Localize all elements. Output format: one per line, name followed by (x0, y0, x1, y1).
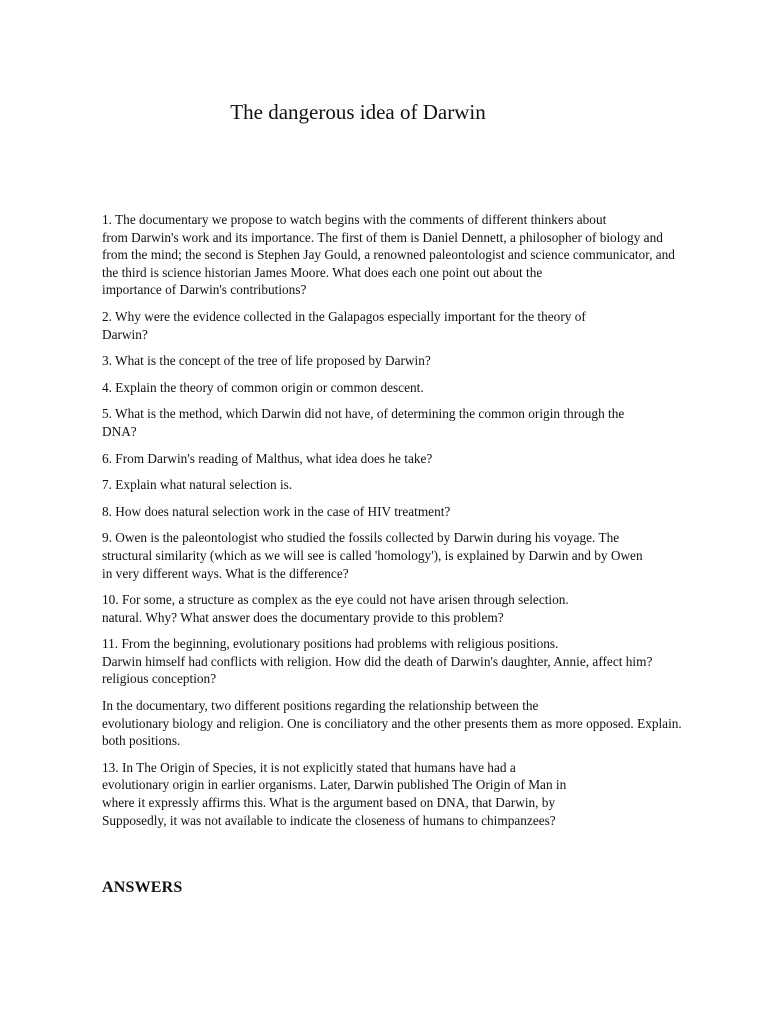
question-item (102, 635, 742, 688)
question-item (102, 352, 742, 370)
question-item (102, 450, 742, 468)
question-item (102, 211, 742, 299)
question-line: In the documentary, two different positions regarding the relationship between the (102, 698, 539, 714)
question-item (102, 405, 742, 440)
question-line: evolutionary origin in earlier organisms. Later, Darwin published The Origin of Man in (102, 777, 567, 793)
question-line: 6. From Darwin's reading of Malthus, what idea does he take? (102, 450, 433, 466)
answers-heading: ANSWERS (102, 879, 183, 896)
question-line: Darwin? (102, 326, 148, 342)
question-line: Darwin himself had conflicts with religion. How did the death of Darwin's daughter, Annie, affect him? (102, 653, 653, 669)
question-line: 9. Owen is the paleontologist who studied the fossils collected by Darwin during his voyage. The (102, 530, 620, 546)
question-line: in very different ways. What is the difference? (102, 565, 349, 581)
question-item (102, 503, 742, 521)
question-line: Supposedly, it was not available to indicate the closeness of humans to chimpanzees? (102, 812, 556, 828)
question-item (102, 697, 742, 750)
question-line: religious conception? (102, 671, 217, 687)
question-line: 7. Explain what natural selection is. (102, 477, 293, 493)
question-item (102, 308, 742, 343)
question-line: DNA? (102, 423, 137, 439)
question-item (102, 476, 742, 494)
question-item (102, 379, 742, 397)
question-line: from Darwin's work and its importance. The first of them is Daniel Dennett, a philosopher of biology and (102, 229, 663, 245)
question-line: natural. Why? What answer does the documentary provide to this problem? (102, 609, 504, 625)
question-item (102, 529, 742, 582)
question-line: evolutionary biology and religion. One is conciliatory and the other presents them as more opposed. Explain. (102, 715, 682, 731)
question-line: from the mind; the second is Stephen Jay Gould, a renowned paleontologist and science communicator, and (102, 247, 675, 263)
question-item (102, 759, 742, 829)
question-line: where it expressly affirms this. What is the argument based on DNA, that Darwin, by (102, 795, 556, 811)
question-line: 2. Why were the evidence collected in the Galapagos especially important for the theory of (102, 308, 586, 324)
question-line: 11. From the beginning, evolutionary positions had problems with religious positions. (102, 636, 559, 652)
question-line: importance of Darwin's contributions? (102, 282, 307, 298)
question-line: both positions. (102, 733, 181, 749)
question-line: 4. Explain the theory of common origin or common descent. (102, 379, 424, 395)
question-list (102, 211, 742, 838)
question-line: 1. The documentary we propose to watch begins with the comments of different thinkers about (102, 212, 607, 227)
question-line: 8. How does natural selection work in the case of HIV treatment? (102, 503, 451, 519)
question-line: the third is science historian James Moore. What does each one point out about the (102, 264, 543, 280)
question-line: 10. For some, a structure as complex as the eye could not have arisen through selection. (102, 592, 569, 608)
question-item (102, 591, 742, 626)
question-line: structural similarity (which as we will see is called 'homology'), is explained by Darwin and by Owen (102, 547, 643, 563)
document-title: The dangerous idea of Darwin (230, 100, 486, 124)
question-line: 13. In The Origin of Species, it is not explicitly stated that humans have had a (102, 759, 516, 775)
question-line: 5. What is the method, which Darwin did not have, of determining the common origin through the (102, 406, 625, 422)
question-line: 3. What is the concept of the tree of life proposed by Darwin? (102, 353, 431, 369)
